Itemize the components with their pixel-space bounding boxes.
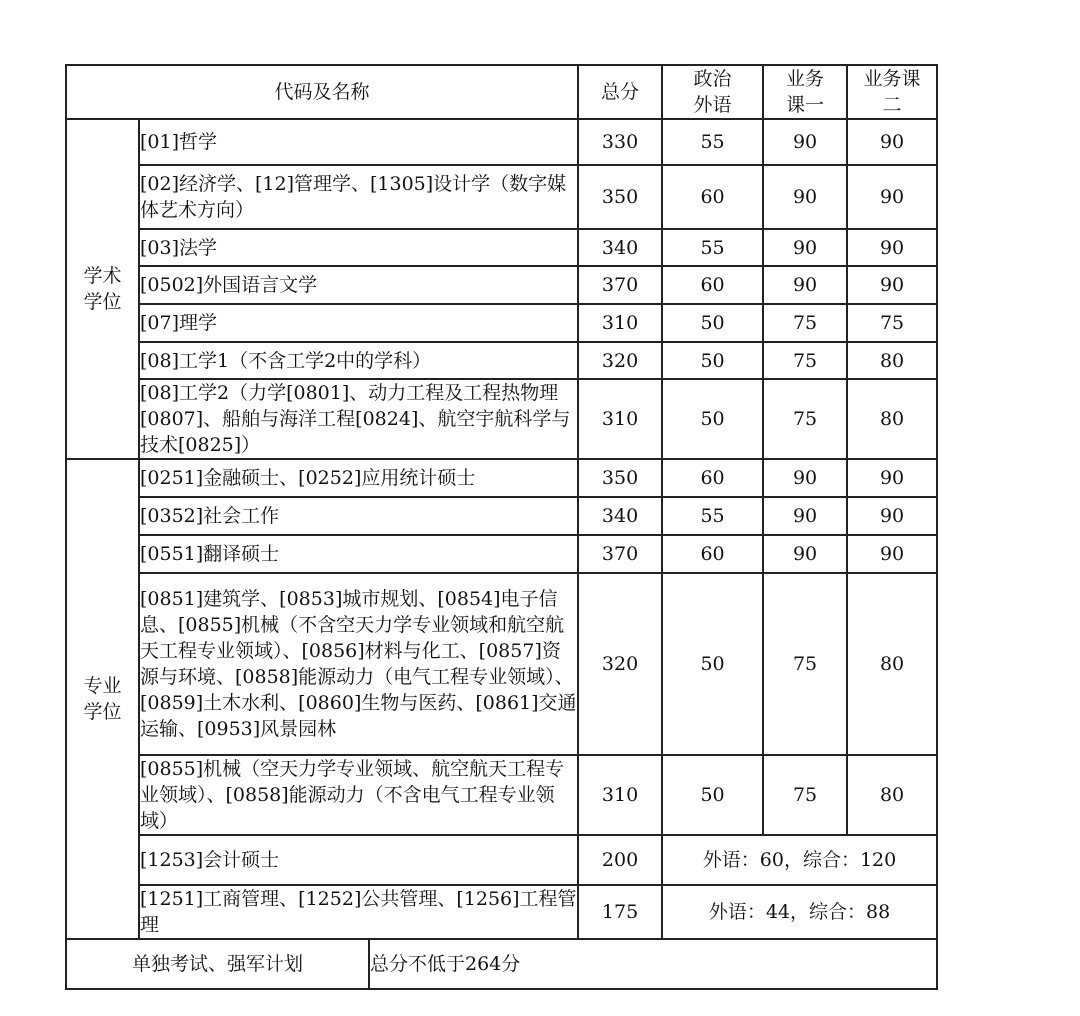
politics-language-score: 60 (662, 266, 763, 304)
header-politics-language (662, 65, 763, 119)
program-name: [0855]机械（空天力学专业领域、航空航天工程专业领域）、[0858]能源动力（不含电气工程专业领域） (139, 755, 578, 835)
header-row (66, 65, 937, 119)
group-label-line: 专业 (83, 675, 122, 697)
table-row (66, 535, 937, 573)
header-course2-line2: 二 (882, 94, 902, 116)
program-name: [08]工学2（力学[0801]、动力工程及工程热物理[0807]、船舶与海洋工程[0824]、航空宇航科学与技术[0825]） (139, 379, 578, 459)
politics-language-score: 60 (662, 165, 763, 229)
course2-score: 80 (847, 755, 937, 835)
note-row (66, 939, 937, 989)
header-politics-line1: 政治 (693, 68, 732, 90)
total-score: 175 (578, 885, 662, 939)
course1-score: 90 (763, 535, 847, 573)
header-course1 (763, 65, 847, 119)
group-label (66, 459, 139, 939)
politics-language-score: 55 (662, 497, 763, 535)
course2-score: 90 (847, 165, 937, 229)
course1-score: 75 (763, 573, 847, 755)
politics-language-score: 60 (662, 459, 763, 497)
course2-score: 90 (847, 459, 937, 497)
course2-score: 80 (847, 342, 937, 379)
program-name: [1251]工商管理、[1252]公共管理、[1256]工程管理 (139, 885, 578, 939)
course1-score: 75 (763, 379, 847, 459)
table-row (66, 342, 937, 379)
table-row (66, 459, 937, 497)
table-row (66, 885, 937, 939)
header-total: 总分 (578, 65, 662, 119)
group-label (66, 119, 139, 459)
politics-language-score: 50 (662, 379, 763, 459)
table-row (66, 573, 937, 755)
program-name: [1253]会计硕士 (139, 835, 578, 885)
course1-score: 75 (763, 342, 847, 379)
group-label-line: 学位 (83, 291, 122, 313)
total-score: 340 (578, 497, 662, 535)
politics-language-score: 50 (662, 573, 763, 755)
group-label-line: 学位 (83, 701, 122, 723)
combined-scores: 外语：60，综合：120 (662, 835, 937, 885)
course2-score: 90 (847, 535, 937, 573)
course1-score: 90 (763, 165, 847, 229)
course1-score: 90 (763, 266, 847, 304)
program-name: [08]工学1（不含工学2中的学科） (139, 342, 578, 379)
course2-score: 75 (847, 304, 937, 342)
politics-language-score: 60 (662, 535, 763, 573)
program-name: [0352]社会工作 (139, 497, 578, 535)
politics-language-score: 55 (662, 119, 763, 165)
header-name: 代码及名称 (66, 65, 578, 119)
course1-score: 90 (763, 229, 847, 266)
total-score: 340 (578, 229, 662, 266)
total-score: 370 (578, 535, 662, 573)
politics-language-score: 50 (662, 304, 763, 342)
total-score: 310 (578, 755, 662, 835)
course2-score: 80 (847, 379, 937, 459)
score-table (65, 64, 938, 990)
politics-language-score: 50 (662, 342, 763, 379)
total-score: 320 (578, 573, 662, 755)
note-label: 单独考试、强军计划 (66, 939, 369, 989)
table-row (66, 835, 937, 885)
table-row (66, 119, 937, 165)
course2-score: 90 (847, 229, 937, 266)
table-row (66, 229, 937, 266)
program-name: [01]哲学 (139, 119, 578, 165)
program-name: [0502]外国语言文学 (139, 266, 578, 304)
header-politics-line2: 外语 (693, 94, 732, 116)
program-name: [0551]翻译硕士 (139, 535, 578, 573)
total-score: 370 (578, 266, 662, 304)
table-row (66, 497, 937, 535)
total-score: 310 (578, 304, 662, 342)
course1-score: 90 (763, 119, 847, 165)
table-row (66, 165, 937, 229)
header-course1-line1: 业务 (786, 68, 825, 90)
total-score: 200 (578, 835, 662, 885)
program-name: [0851]建筑学、[0853]城市规划、[0854]电子信息、[0855]机械（不含空天力学专业领域和航空航天工程专业领域）、[0856]材料与化工、[0857]资源与环境、[0858]能源动力（电气工程专业领域）、[0859]土木水利、[0860]生物与医药、[0861]交通运输、[0953]风景园林 (139, 573, 578, 755)
program-name: [02]经济学、[12]管理学、[1305]设计学（数字媒体艺术方向） (139, 165, 578, 229)
header-course2 (847, 65, 937, 119)
course2-score: 90 (847, 497, 937, 535)
total-score: 330 (578, 119, 662, 165)
program-name: [0251]金融硕士、[0252]应用统计硕士 (139, 459, 578, 497)
course2-score: 90 (847, 119, 937, 165)
total-score: 350 (578, 165, 662, 229)
course1-score: 90 (763, 497, 847, 535)
table-row (66, 266, 937, 304)
course1-score: 75 (763, 304, 847, 342)
course1-score: 90 (763, 459, 847, 497)
header-course2-line1: 业务课 (863, 68, 921, 90)
course1-score: 75 (763, 755, 847, 835)
program-name: [03]法学 (139, 229, 578, 266)
politics-language-score: 50 (662, 755, 763, 835)
total-score: 320 (578, 342, 662, 379)
total-score: 310 (578, 379, 662, 459)
note-value: 总分不低于264分 (369, 939, 937, 989)
program-name: [07]理学 (139, 304, 578, 342)
combined-scores: 外语：44，综合：88 (662, 885, 937, 939)
table-row (66, 304, 937, 342)
course2-score: 90 (847, 266, 937, 304)
table-row (66, 755, 937, 835)
course2-score: 80 (847, 573, 937, 755)
total-score: 350 (578, 459, 662, 497)
group-label-line: 学术 (83, 265, 122, 287)
politics-language-score: 55 (662, 229, 763, 266)
table-row (66, 379, 937, 459)
header-course1-line2: 课一 (786, 94, 825, 116)
